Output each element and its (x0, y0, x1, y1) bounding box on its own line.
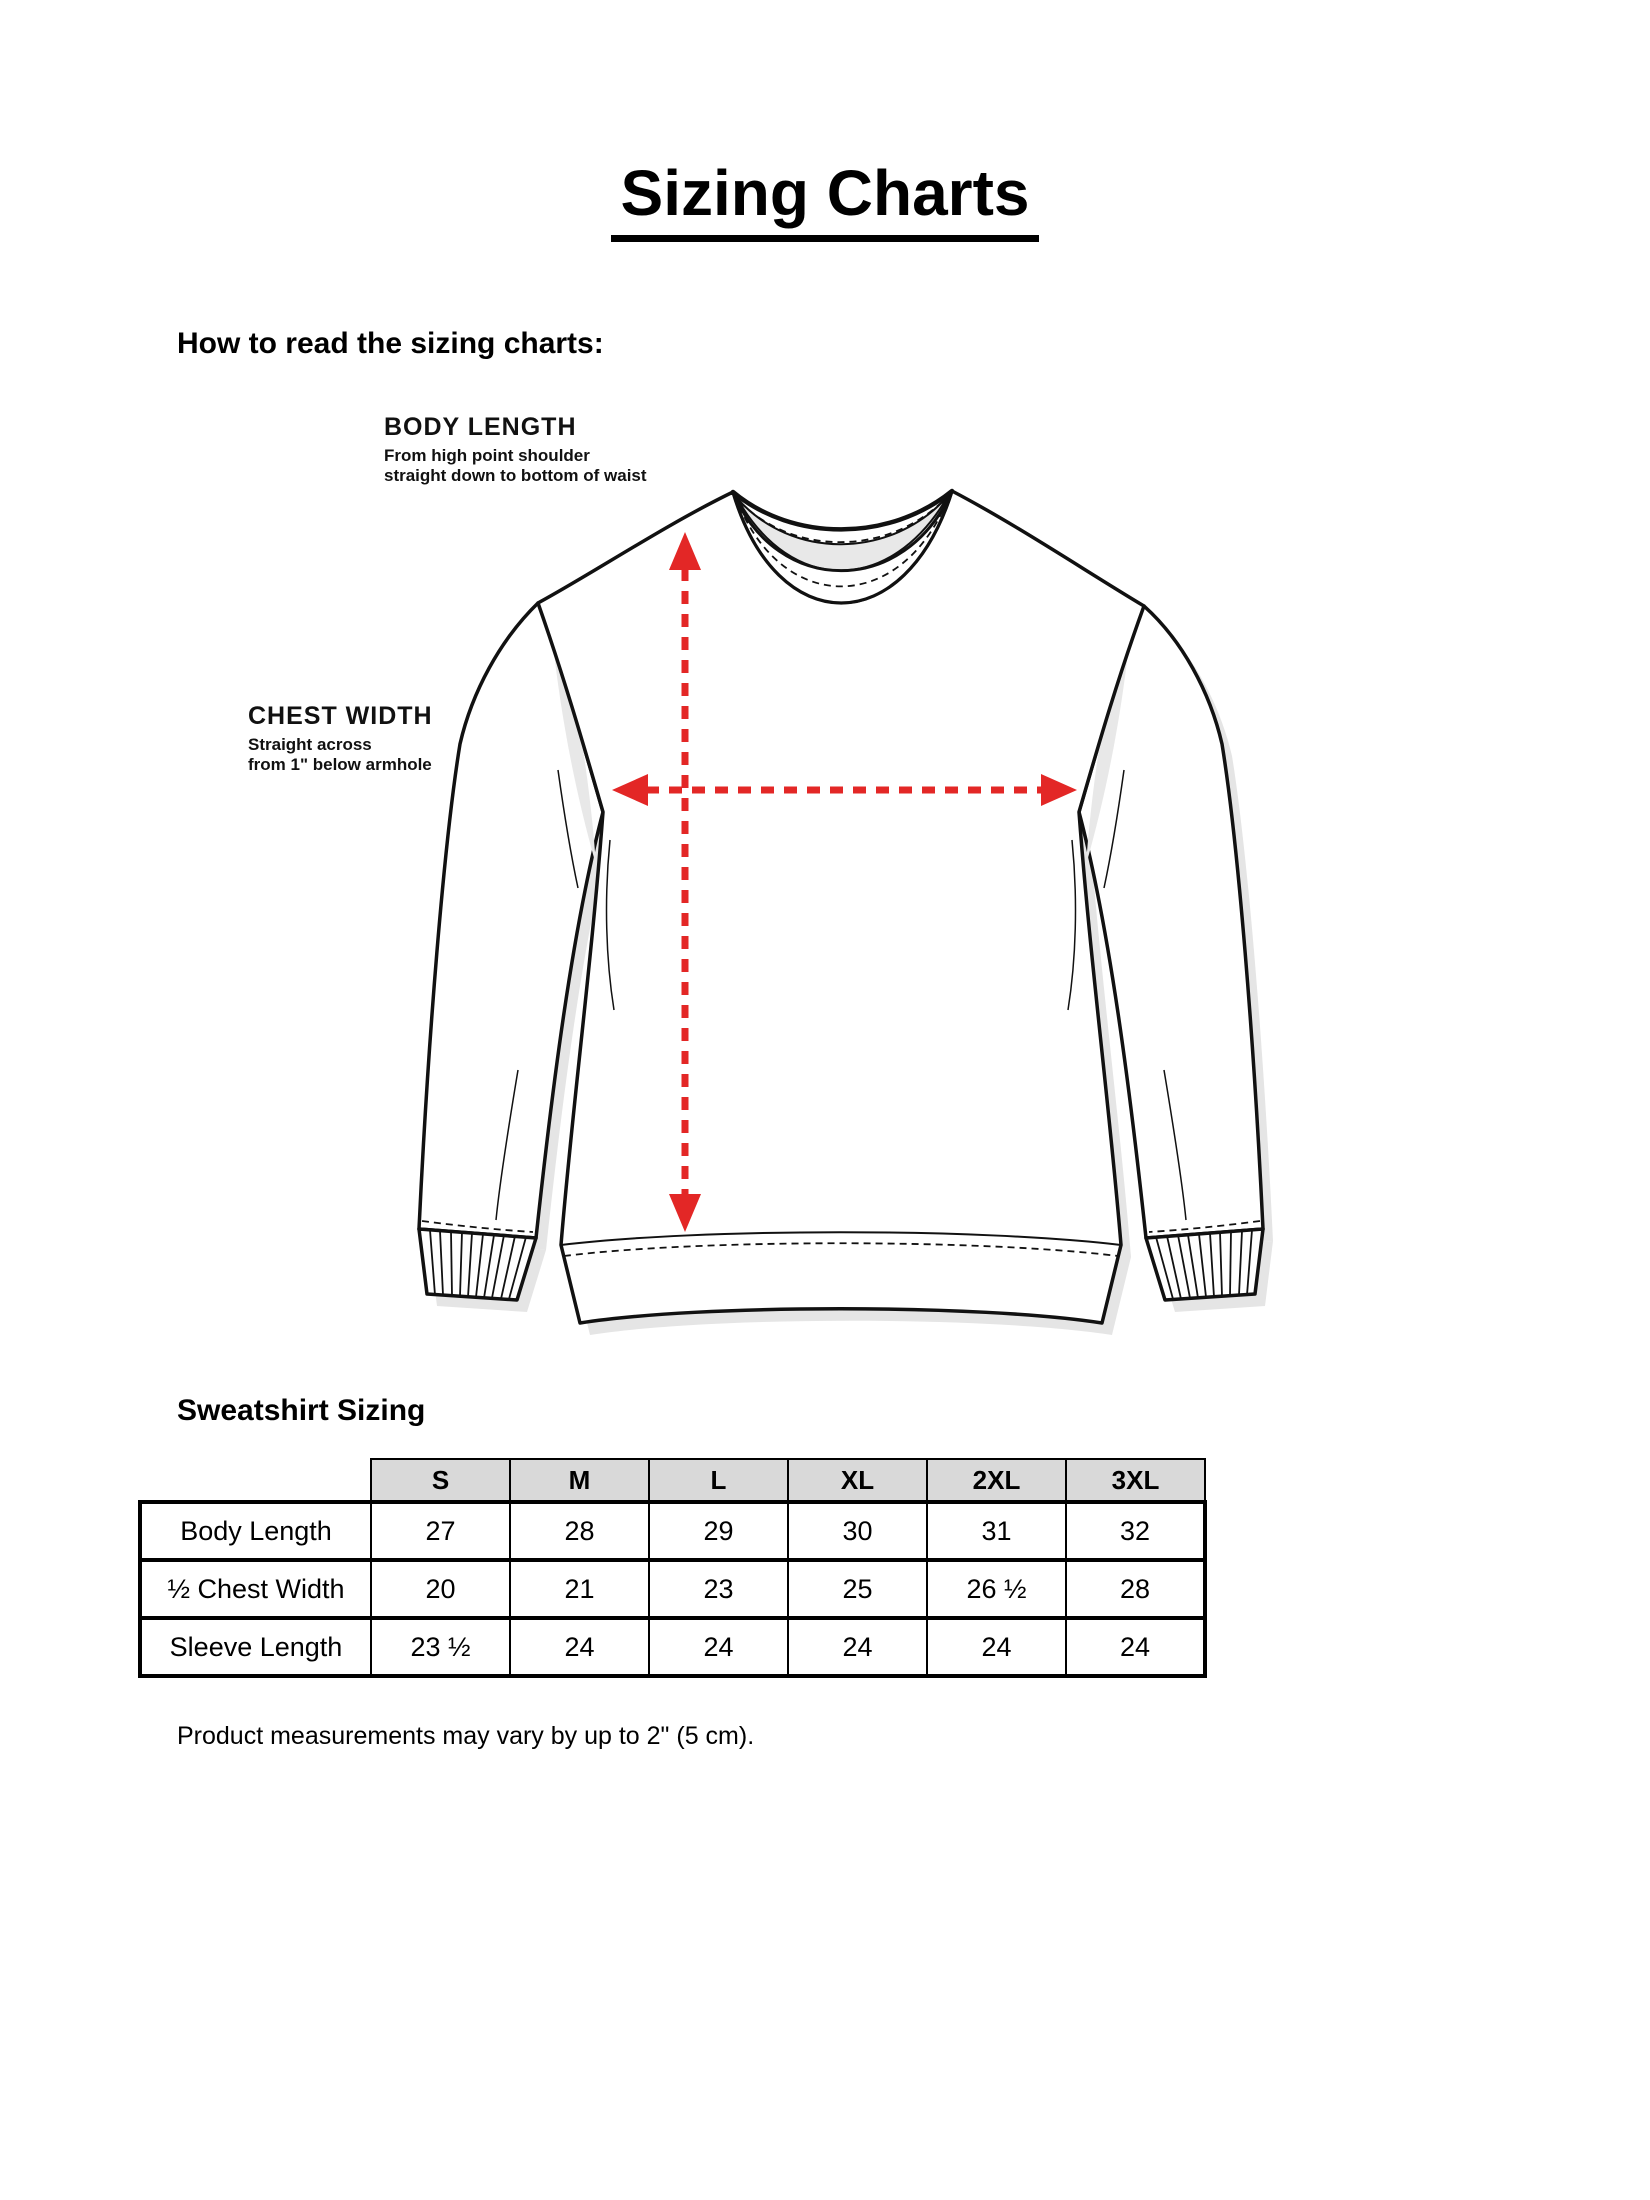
table-cell: 21 (510, 1560, 649, 1618)
body-length-label: BODY LENGTH (384, 413, 577, 441)
corner-cell (140, 1459, 371, 1502)
size-column-header: M (510, 1459, 649, 1502)
table-cell: 25 (788, 1560, 927, 1618)
table-cell: 26 ½ (927, 1560, 1066, 1618)
table-cell: 23 (649, 1560, 788, 1618)
body-panel (538, 491, 1144, 1323)
table-cell: 29 (649, 1502, 788, 1560)
chest-width-desc-line2: from 1" below armhole (248, 755, 432, 774)
sizing-table (138, 1458, 1207, 1678)
table-cell: 23 ½ (371, 1618, 510, 1676)
page-title: Sizing Charts (611, 160, 1040, 242)
table-cell: 28 (510, 1502, 649, 1560)
table-cell: 32 (1066, 1502, 1205, 1560)
size-column-header: 3XL (1066, 1459, 1205, 1502)
measurement-note: Product measurements may vary by up to 2" (5 cm). (177, 1722, 755, 1750)
size-header-row (140, 1459, 1205, 1502)
table-row-chest-width (140, 1560, 1205, 1618)
table-cell: 20 (371, 1560, 510, 1618)
table-row-body-length (140, 1502, 1205, 1560)
table-cell: 24 (927, 1618, 1066, 1676)
table-cell: 27 (371, 1502, 510, 1560)
size-column-header: S (371, 1459, 510, 1502)
table-cell: 24 (510, 1618, 649, 1676)
size-column-header: 2XL (927, 1459, 1066, 1502)
table-cell: 28 (1066, 1560, 1205, 1618)
table-cell: 24 (1066, 1618, 1205, 1676)
table-cell: 30 (788, 1502, 927, 1560)
body-length-desc-line2: straight down to bottom of waist (384, 466, 647, 485)
chest-width-desc-line1: Straight across (248, 735, 372, 754)
how-to-heading: How to read the sizing charts: (177, 327, 604, 360)
chest-width-label: CHEST WIDTH (248, 702, 433, 730)
table-cell: 24 (788, 1618, 927, 1676)
sweatshirt-sizing-heading: Sweatshirt Sizing (177, 1394, 426, 1427)
table-cell: 31 (927, 1502, 1066, 1560)
row-label: Sleeve Length (140, 1618, 371, 1676)
page-title-row (0, 157, 1650, 242)
table-cell: 24 (649, 1618, 788, 1676)
size-column-header: XL (788, 1459, 927, 1502)
table-row-sleeve-length (140, 1618, 1205, 1676)
sweatshirt-diagram (400, 480, 1280, 1340)
body-length-desc-line1: From high point shoulder (384, 446, 590, 465)
size-column-header: L (649, 1459, 788, 1502)
row-label: ½ Chest Width (140, 1560, 371, 1618)
row-label: Body Length (140, 1502, 371, 1560)
